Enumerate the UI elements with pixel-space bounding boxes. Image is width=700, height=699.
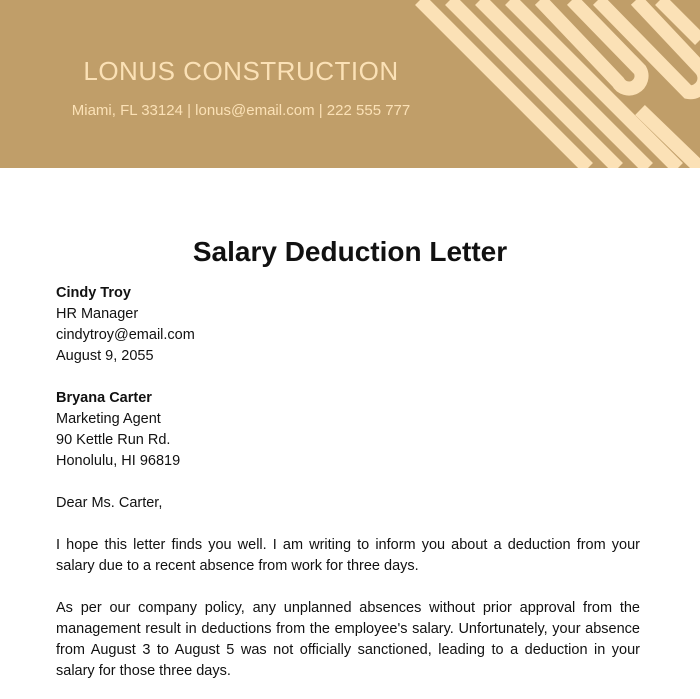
sender-position: HR Manager <box>56 306 139 322</box>
sender-email: cindytroy@email.com <box>56 327 195 343</box>
recipient-name: Bryana Carter <box>56 390 152 406</box>
recipient-street: 90 Kettle Run Rd. <box>56 432 171 448</box>
recipient-block <box>56 388 640 472</box>
letterhead-banner <box>0 0 700 168</box>
company-name: LONUS CONSTRUCTION <box>83 56 399 86</box>
sender-name: Cindy Troy <box>56 285 131 301</box>
recipient-position: Marketing Agent <box>56 411 161 427</box>
letter-title: Salary Deduction Letter <box>192 236 508 267</box>
body-paragraph-2: As per our company policy, any unplanned absences without prior approval from the management result in deductions from the employee's salary. Unfortunately, your absence from August 3 to August 5 was not officially sanctioned, leading to a deduction in your salary for those three days. <box>56 600 640 679</box>
sender-block <box>56 283 640 367</box>
body-paragraph-1: I hope this letter finds you well. I am writing to inform you about a deduction from your salary due to a recent absence from work for three days. <box>56 537 640 574</box>
salutation: Dear Ms. Carter, <box>56 495 163 511</box>
company-contact-line: Miami, FL 33124 | lonus@email.com | 222 555 777 <box>71 102 411 119</box>
salutation-block <box>56 493 640 514</box>
recipient-city: Honolulu, HI 96819 <box>56 453 181 469</box>
letter-date: August 9, 2055 <box>56 348 154 364</box>
